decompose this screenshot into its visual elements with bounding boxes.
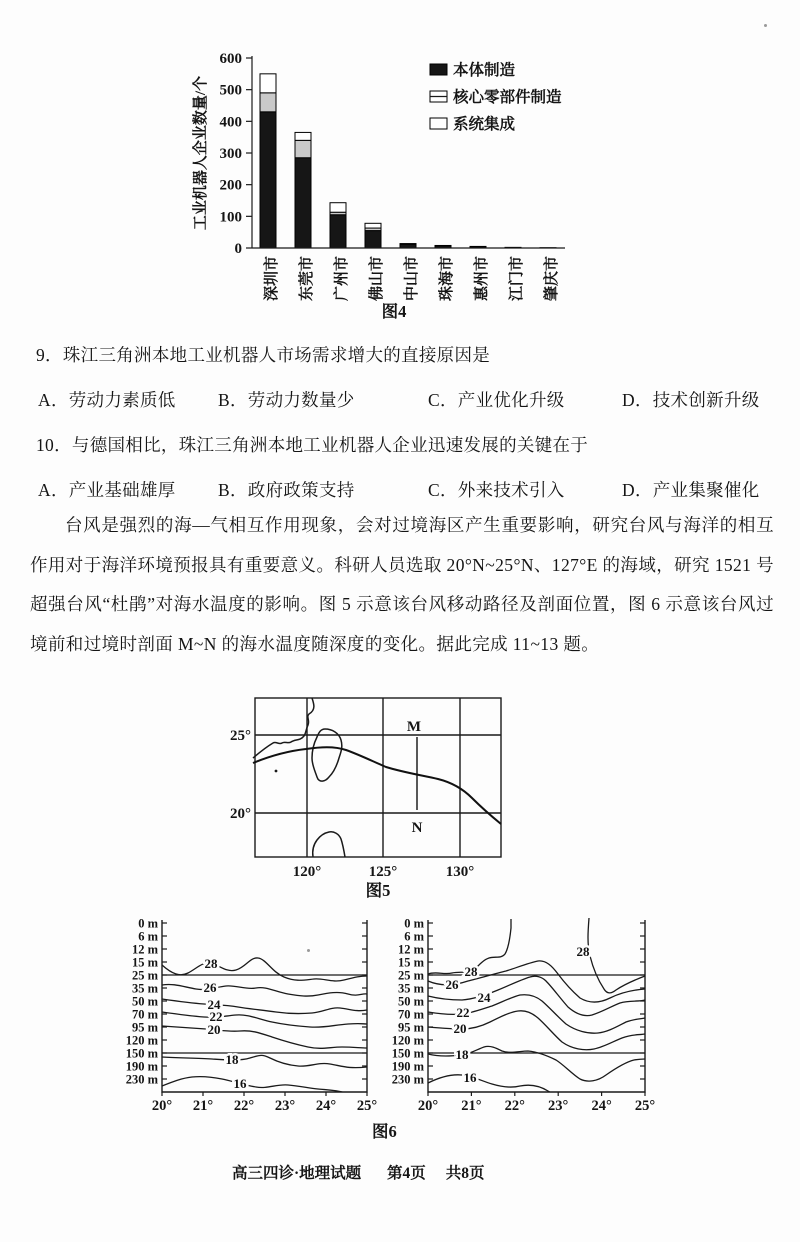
legend-swatch-solid bbox=[430, 64, 447, 75]
footer-page-total: 共8页 bbox=[445, 1165, 485, 1182]
option-10-C[interactable] bbox=[428, 477, 565, 502]
svg-text:70 m: 70 m bbox=[131, 1007, 158, 1022]
option-10-C-text: 外来技术引入 bbox=[457, 480, 565, 500]
svg-text:15 m: 15 m bbox=[131, 955, 158, 970]
svg-text:95 m: 95 m bbox=[397, 1020, 424, 1035]
question-9 bbox=[36, 342, 490, 367]
iso-label: 28 bbox=[576, 944, 590, 959]
svg-text:25°: 25° bbox=[634, 1098, 656, 1114]
svg-text:190 m: 190 m bbox=[125, 1059, 158, 1074]
question-9-stem: 珠江三角洲本地工业机器人市场需求增大的直接原因是 bbox=[62, 345, 491, 365]
svg-text:15 m: 15 m bbox=[397, 955, 424, 970]
option-10-D-text: 产业集聚催化 bbox=[652, 480, 760, 500]
iso-label: 18 bbox=[225, 1052, 239, 1067]
question-9-number: 9． bbox=[36, 345, 63, 365]
iso-label: 28 bbox=[204, 956, 218, 971]
option-9-A-text: 劳动力素质低 bbox=[68, 390, 176, 410]
svg-text:25 m: 25 m bbox=[131, 968, 158, 983]
option-9-C-label: C． bbox=[428, 390, 458, 410]
iso-label: 28 bbox=[464, 964, 478, 979]
svg-text:珠海市: 珠海市 bbox=[439, 256, 455, 302]
fig6-section-during bbox=[388, 905, 656, 1118]
svg-text:300: 300 bbox=[219, 146, 242, 162]
svg-text:23°: 23° bbox=[548, 1098, 569, 1114]
fig4-caption: 图4 bbox=[381, 302, 407, 321]
option-10-A-label: A． bbox=[38, 480, 69, 500]
svg-text:0 m: 0 m bbox=[138, 916, 158, 931]
option-10-B-text: 政府政策支持 bbox=[247, 480, 355, 500]
svg-text:600: 600 bbox=[219, 51, 242, 67]
legend-swatch-open bbox=[430, 118, 447, 129]
iso-label: 26 bbox=[203, 980, 217, 995]
taiwan-island-outline bbox=[312, 729, 342, 781]
map-graticule bbox=[255, 698, 501, 857]
svg-text:120 m: 120 m bbox=[391, 1033, 424, 1048]
luzon-island-outline bbox=[313, 832, 345, 857]
option-9-B-label: B． bbox=[218, 390, 248, 410]
svg-text:23°: 23° bbox=[274, 1098, 296, 1114]
svg-text:12 m: 12 m bbox=[131, 942, 158, 957]
fig4-y-axis-label: 工业机器人企业数量/个 bbox=[193, 75, 209, 231]
svg-text:230 m: 230 m bbox=[391, 1072, 424, 1087]
fig6-left-isotherm-labels bbox=[204, 956, 248, 1091]
option-9-C-text: 产业优化升级 bbox=[457, 390, 565, 410]
svg-text:20°: 20° bbox=[151, 1098, 173, 1114]
question-10-number: 10． bbox=[36, 435, 72, 455]
svg-text:肇庆市: 肇庆市 bbox=[544, 256, 560, 302]
map-border bbox=[255, 698, 501, 857]
point-label-M: M bbox=[406, 719, 422, 735]
legend-label-integration: 系统集成 bbox=[453, 116, 516, 133]
fig4-y-axis-ticks bbox=[220, 51, 253, 257]
svg-text:100: 100 bbox=[219, 209, 242, 226]
iso-label: 16 bbox=[233, 1076, 247, 1091]
svg-text:佛山市: 佛山市 bbox=[369, 256, 385, 302]
svg-text:500: 500 bbox=[219, 82, 242, 99]
option-9-B-text: 劳动力数量少 bbox=[247, 390, 355, 410]
svg-text:21°: 21° bbox=[461, 1098, 482, 1114]
option-9-C[interactable] bbox=[428, 387, 565, 412]
svg-text:21°: 21° bbox=[192, 1098, 214, 1114]
svg-text:广州市: 广州市 bbox=[334, 256, 350, 302]
svg-text:24°: 24° bbox=[591, 1098, 612, 1114]
svg-text:20°: 20° bbox=[417, 1098, 439, 1114]
svg-text:22°: 22° bbox=[504, 1098, 525, 1114]
lon-label-120: 120° bbox=[292, 864, 322, 880]
footer-page-number: 第4页 bbox=[387, 1165, 426, 1182]
lat-label-25: 25° bbox=[230, 728, 251, 744]
scan-speck bbox=[307, 949, 310, 952]
svg-text:惠州市: 惠州市 bbox=[474, 256, 490, 302]
footer-title: 高三四诊·地理试题 bbox=[232, 1165, 362, 1182]
option-9-A[interactable] bbox=[38, 387, 176, 412]
fig6-right-tick-labels bbox=[392, 917, 656, 1115]
svg-text:50 m: 50 m bbox=[131, 994, 158, 1009]
option-10-D-label: D． bbox=[622, 480, 653, 500]
option-10-C-label: C． bbox=[428, 480, 458, 500]
svg-text:150 m: 150 m bbox=[125, 1046, 158, 1061]
option-10-A[interactable] bbox=[38, 477, 176, 502]
fig4-legend bbox=[430, 60, 562, 133]
fig5-caption: 图5 bbox=[365, 881, 391, 900]
option-9-D-label: D． bbox=[622, 390, 653, 410]
page-footer bbox=[232, 1161, 484, 1183]
svg-text:150 m: 150 m bbox=[391, 1046, 424, 1061]
svg-text:35 m: 35 m bbox=[397, 981, 424, 996]
svg-text:中山市: 中山市 bbox=[404, 256, 420, 302]
fig5-typhoon-map bbox=[225, 690, 525, 905]
small-islet bbox=[275, 770, 278, 773]
scan-speck bbox=[764, 24, 767, 27]
svg-text:东莞市: 东莞市 bbox=[299, 256, 315, 302]
iso-label: 22 bbox=[456, 1005, 470, 1020]
svg-text:12 m: 12 m bbox=[397, 942, 424, 957]
lon-label-130: 130° bbox=[445, 864, 475, 880]
svg-text:0: 0 bbox=[234, 241, 242, 257]
svg-text:25 m: 25 m bbox=[397, 968, 424, 983]
svg-text:25°: 25° bbox=[356, 1098, 378, 1114]
question-10-stem: 与德国相比，珠江三角洲本地工业机器人企业迅速发展的关键在于 bbox=[71, 435, 589, 455]
svg-text:22°: 22° bbox=[233, 1098, 255, 1114]
svg-text:35 m: 35 m bbox=[131, 981, 158, 996]
legend-label-parts: 核心零部件制造 bbox=[453, 89, 562, 106]
option-9-D[interactable] bbox=[622, 387, 760, 412]
question-10-options bbox=[0, 477, 800, 503]
option-10-D[interactable] bbox=[622, 477, 760, 502]
svg-text:70 m: 70 m bbox=[397, 1007, 424, 1022]
fig6-left-contours bbox=[162, 958, 367, 1093]
svg-text:400: 400 bbox=[219, 114, 242, 131]
point-label-N: N bbox=[411, 820, 423, 836]
svg-text:190 m: 190 m bbox=[391, 1059, 424, 1074]
question-10 bbox=[36, 432, 588, 457]
svg-text:江门市: 江门市 bbox=[509, 256, 525, 302]
option-9-D-text: 技术创新升级 bbox=[652, 390, 760, 410]
iso-label: 24 bbox=[477, 990, 491, 1005]
fig4-bar-chart bbox=[150, 40, 620, 328]
fig6-caption: 图6 bbox=[372, 1122, 397, 1141]
fig6-left-axes bbox=[162, 920, 367, 1092]
typhoon-passage: 台风是强烈的海—气相互作用现象，会对过境海区产生重要影响，研究台风与海洋的相互作用对于海洋环境预报具有重要意义。科研人员选取 20°N~25°N、127°E 的海域，研究 1521 号超强台风“杜鹃”对海水温度的影响。图 5 示意该台风移动路径及剖面位置，图 6 示意该台风过境前和过境时剖面 M~N 的海水温度随深度的变化。据此完成 11~13 题。 bbox=[30, 515, 774, 654]
fig6-left-tick-labels bbox=[126, 917, 378, 1115]
iso-label: 20 bbox=[207, 1022, 221, 1037]
lon-label-125: 125° bbox=[368, 864, 398, 880]
svg-text:95 m: 95 m bbox=[131, 1020, 158, 1035]
option-10-A-text: 产业基础雄厚 bbox=[68, 480, 176, 500]
iso-label: 22 bbox=[209, 1009, 223, 1024]
option-10-B[interactable] bbox=[218, 477, 355, 502]
option-9-B[interactable] bbox=[218, 387, 355, 412]
svg-text:深圳市: 深圳市 bbox=[264, 256, 280, 302]
svg-text:24°: 24° bbox=[315, 1098, 337, 1114]
svg-text:50 m: 50 m bbox=[397, 994, 424, 1009]
iso-label: 18 bbox=[455, 1047, 469, 1062]
lat-label-20: 20° bbox=[230, 806, 251, 822]
fig6-right-isotherm-labels bbox=[446, 944, 591, 1085]
fig4-category-labels bbox=[262, 256, 560, 302]
question-9-options bbox=[0, 387, 800, 413]
fig6-section-before bbox=[123, 905, 383, 1118]
option-9-A-label: A． bbox=[38, 390, 69, 410]
iso-label: 16 bbox=[463, 1070, 477, 1085]
svg-text:120 m: 120 m bbox=[125, 1033, 158, 1048]
svg-text:230 m: 230 m bbox=[125, 1072, 158, 1087]
option-10-B-label: B． bbox=[218, 480, 248, 500]
iso-label: 20 bbox=[453, 1021, 467, 1036]
iso-label: 26 bbox=[445, 977, 459, 992]
svg-text:6 m: 6 m bbox=[138, 929, 158, 944]
svg-text:6 m: 6 m bbox=[404, 929, 424, 944]
svg-text:200: 200 bbox=[219, 177, 242, 194]
svg-text:0 m: 0 m bbox=[404, 916, 424, 931]
iso-label: 24 bbox=[207, 997, 221, 1012]
legend-label-body: 本体制造 bbox=[453, 62, 516, 79]
